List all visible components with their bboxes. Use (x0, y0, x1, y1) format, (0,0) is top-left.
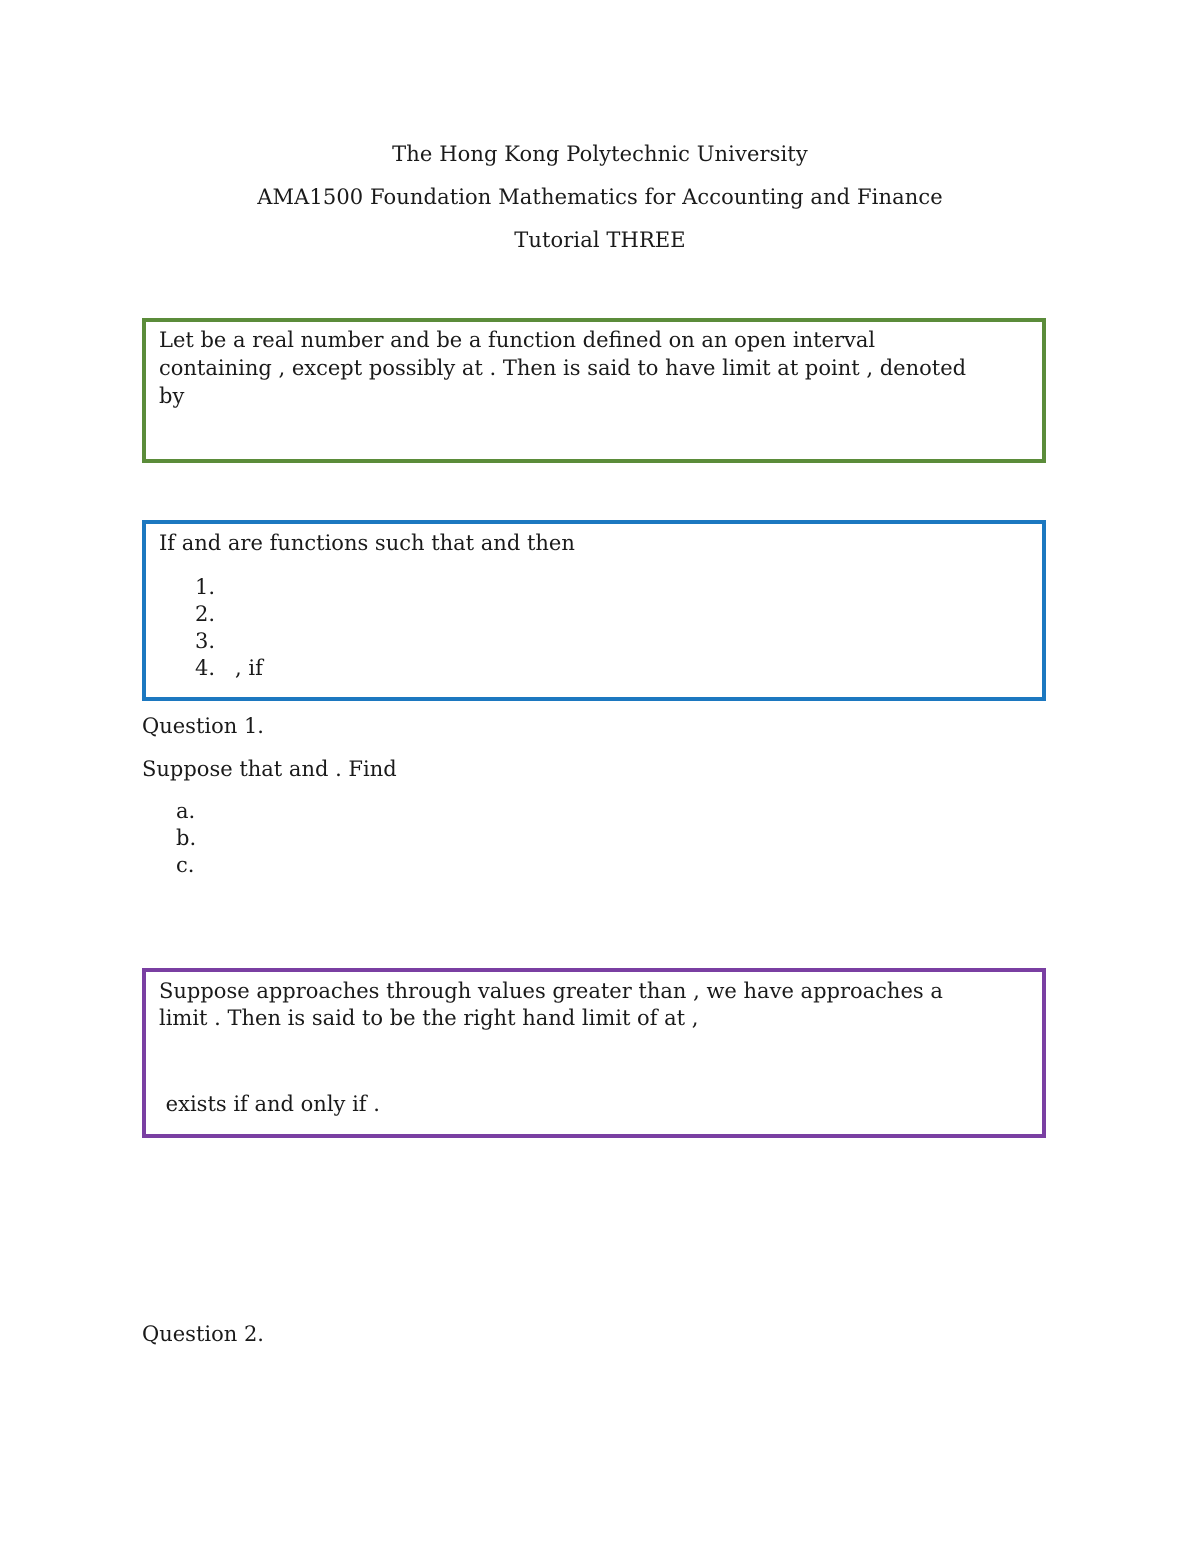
limit-laws-box (142, 520, 1046, 701)
limit-law-item: 3. (195, 629, 216, 653)
question-1-part: c. (176, 853, 195, 877)
course-title: AMA1500 Foundation Mathematics for Accounting and Finance (257, 185, 943, 209)
question-2-heading: Question 2. (142, 1322, 264, 1346)
question-1-part: b. (176, 826, 197, 850)
limit-definition-box (142, 318, 1046, 463)
limit-law-item: 2. (195, 602, 216, 626)
question-1-prompt: Suppose that and . Find (142, 757, 397, 781)
question-1-part: a. (176, 799, 196, 823)
limit-laws-intro: If and are functions such that and then (159, 531, 575, 555)
university-title: The Hong Kong Polytechnic University (392, 142, 808, 166)
tutorial-title: Tutorial THREE (514, 228, 686, 252)
limit-definition-line-2: containing , except possibly at . Then is said to have limit at point , denoted (159, 356, 967, 380)
right-limit-line-1: Suppose approaches through values greater than , we have approaches a (159, 979, 943, 1003)
limit-definition-line-3: by (159, 384, 185, 408)
right-limit-line-3: exists if and only if . (159, 1092, 380, 1116)
right-limit-line-2: limit . Then is said to be the right hand limit of at , (159, 1006, 699, 1030)
right-hand-limit-box (142, 968, 1046, 1138)
limit-law-item: 1. (195, 575, 216, 599)
limit-law-item: 4. , if (195, 656, 263, 680)
limit-definition-line-1: Let be a real number and be a function defined on an open interval (159, 328, 876, 352)
question-1-heading: Question 1. (142, 714, 264, 738)
